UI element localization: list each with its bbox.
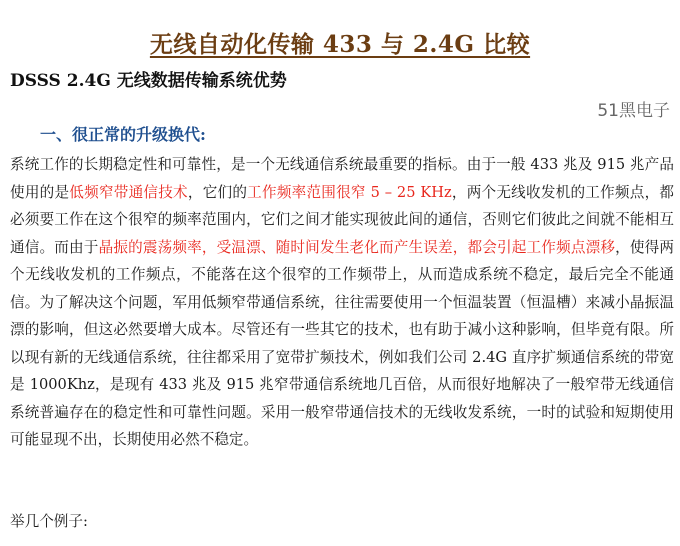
highlight-narrowband: 低频窄带通信技术 bbox=[69, 183, 188, 201]
document-title: 无线自动化传输 433 与 2.4G 比较 bbox=[149, 31, 531, 58]
section-heading: 一、很正常的升级换代: bbox=[40, 125, 206, 144]
paragraph-text: ，两个无线收发机的工作频点，都必须要工作在这个很窄的频率范围内，它们之间才能实现彼此间的通信，否则它们彼此之间就不能相互通信。而由于 bbox=[10, 183, 674, 256]
highlight-frequency-range: 工作频率范围很窄 5 – 25 KHz bbox=[247, 183, 452, 201]
watermark-logo: 51黑电子 bbox=[597, 101, 670, 121]
highlight-crystal-drift: 晶振的震荡频率，受温漂、随时间发生老化而产生误差，都会引起工作频点漂移 bbox=[98, 238, 616, 256]
document-subtitle: DSSS 2.4G 无线数据传输系统优势 bbox=[10, 71, 287, 91]
body-paragraph bbox=[10, 151, 674, 454]
examples-intro: 举几个例子: bbox=[10, 513, 88, 530]
paragraph-text: 系统工作的长期稳定性和可靠性，是一个无线通信系统最重要的指标。由于一般 433 兆及 915 兆产品使用的是 bbox=[10, 156, 674, 201]
paragraph-text: ，使得两个无线收发机的工作频点，不能落在这个很窄的工作频带上，从而造成系统不稳定，最后完全不能通信。为了解决这个问题，军用低频窄带通信系统，往往需要使用一个恒温装置（恒温槽）来减小晶振温漂的影响，但这必然要增大成本。尽管还有一些其它的技术，也有助于减小这种影响，但毕竟有限。所以现有新的无线通信系统，往往都采用了宽带扩频技术，例如我们公司 2.4G 直序扩频通信系统的带宽是 1000Khz，是现有 433 兆及 915 兆窄带通信系统地几百倍，从而很好地解决了一般窄带无线通信系统普遍存在的稳定性和可靠性问题。采用一般窄带通信技术的无线收发系统，一时的试验和短期使用可能显现不出，长期使用必然不稳定。 bbox=[10, 238, 674, 448]
paragraph-text: ，它们的 bbox=[187, 183, 248, 201]
